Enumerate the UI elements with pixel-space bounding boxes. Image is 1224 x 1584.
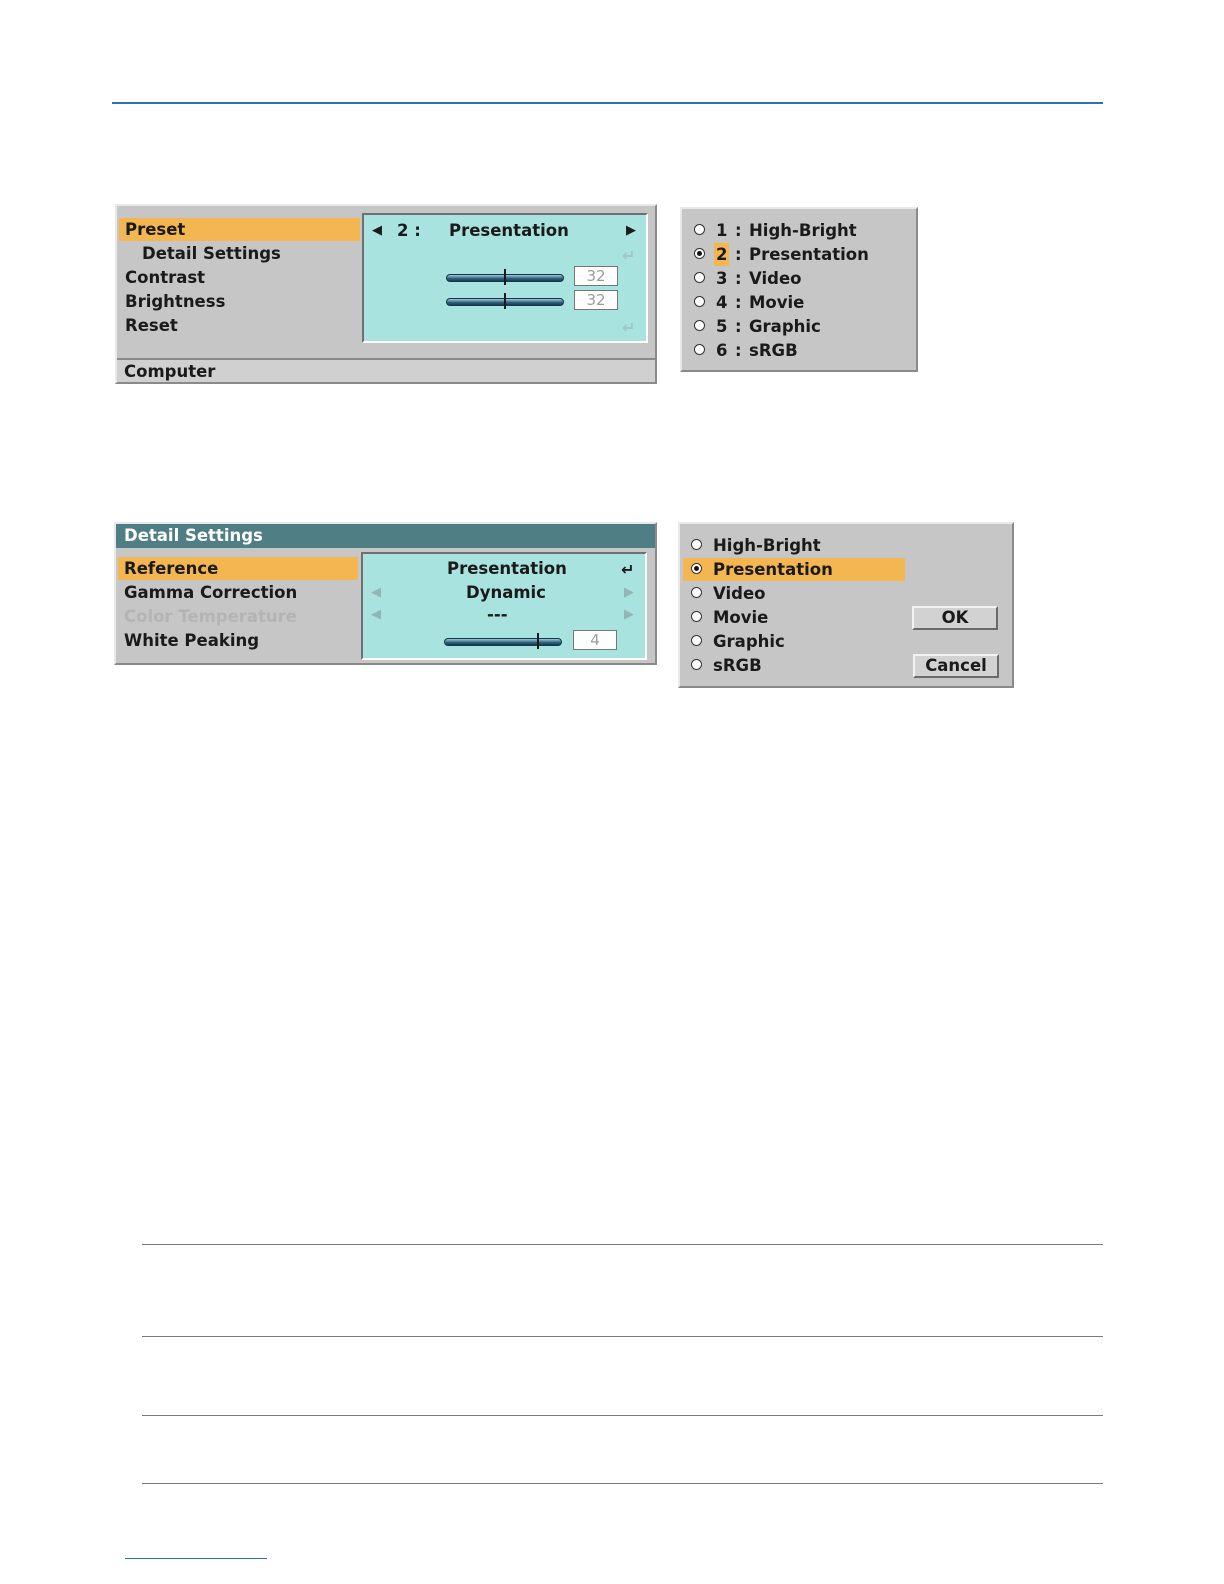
- reference-option[interactable]: [683, 630, 905, 653]
- table-rule: [142, 1415, 1103, 1416]
- input-source-label: Computer: [124, 362, 216, 381]
- menu-item-reset[interactable]: Reset: [125, 316, 178, 335]
- menu-item-preset[interactable]: Preset: [119, 218, 360, 241]
- enter-icon[interactable]: ↵: [621, 560, 635, 579]
- color-temperature-value: ---: [487, 605, 508, 624]
- menu-item-color-temperature: Color Temperature: [124, 607, 298, 626]
- detail-values-panel: [361, 552, 647, 660]
- radio-icon[interactable]: [694, 224, 705, 235]
- right-arrow-icon[interactable]: ▶: [626, 223, 636, 238]
- brightness-value: 32: [574, 290, 618, 310]
- option-separator: :: [735, 293, 742, 312]
- menu-title: Detail Settings: [116, 524, 655, 548]
- option-separator: :: [735, 269, 742, 288]
- reference-option[interactable]: [683, 606, 905, 629]
- preset-number: 2 :: [397, 221, 421, 240]
- reference-option[interactable]: [683, 582, 905, 605]
- reference-option[interactable]: [683, 654, 905, 677]
- radio-icon[interactable]: [694, 320, 705, 331]
- option-number: 5: [716, 317, 728, 336]
- status-bar: [117, 358, 655, 382]
- option-separator: :: [735, 221, 742, 240]
- white-peaking-slider[interactable]: [444, 638, 562, 646]
- right-arrow-icon[interactable]: ▶: [624, 585, 634, 600]
- left-arrow-icon[interactable]: ◀: [372, 223, 382, 238]
- radio-icon[interactable]: [694, 296, 705, 307]
- picture-menu: [115, 204, 657, 384]
- cancel-button[interactable]: Cancel: [913, 654, 999, 678]
- radio-icon[interactable]: [694, 344, 705, 355]
- option-label: Presentation: [749, 245, 869, 264]
- option-label: High-Bright: [713, 536, 821, 555]
- menu-item-reference[interactable]: Reference: [118, 557, 358, 580]
- header-rule: [112, 102, 1103, 104]
- radio-icon[interactable]: [691, 611, 702, 622]
- table-rule: [142, 1483, 1103, 1484]
- radio-icon[interactable]: [691, 635, 702, 646]
- picture-values-panel: [362, 213, 648, 343]
- preset-value: Presentation: [449, 221, 569, 240]
- option-label: Movie: [749, 293, 805, 312]
- table-rule: [142, 1336, 1103, 1337]
- option-label: Video: [713, 584, 766, 603]
- brightness-slider[interactable]: [446, 298, 564, 306]
- enter-icon: ↵: [622, 246, 636, 265]
- table-rule: [142, 1244, 1103, 1245]
- reference-list-panel: [678, 522, 1014, 688]
- slider-knob[interactable]: [504, 269, 506, 285]
- radio-selected-icon[interactable]: [691, 563, 702, 574]
- reference-option[interactable]: [683, 534, 905, 557]
- option-label: Movie: [713, 608, 769, 627]
- left-arrow-icon[interactable]: ◀: [371, 585, 381, 600]
- menu-item-detail-settings[interactable]: Detail Settings: [142, 244, 281, 263]
- option-label: Graphic: [713, 632, 785, 651]
- menu-item-brightness[interactable]: Brightness: [125, 292, 226, 311]
- option-number: 1: [716, 221, 728, 240]
- radio-icon[interactable]: [694, 272, 705, 283]
- option-number: 6: [716, 341, 728, 360]
- option-number: 2: [716, 245, 728, 264]
- slider-knob[interactable]: [504, 293, 506, 309]
- preset-list-panel: [680, 207, 918, 372]
- option-label: Presentation: [713, 560, 833, 579]
- option-separator: :: [735, 245, 742, 264]
- option-label: Graphic: [749, 317, 821, 336]
- left-arrow-icon: ◀: [371, 607, 381, 622]
- radio-icon[interactable]: [691, 659, 702, 670]
- contrast-value: 32: [574, 266, 618, 286]
- gamma-value: Dynamic: [466, 583, 546, 602]
- option-number: 4: [716, 293, 728, 312]
- detail-settings-menu: [114, 522, 657, 665]
- right-arrow-icon: ▶: [624, 607, 634, 622]
- menu-item-gamma-correction[interactable]: Gamma Correction: [124, 583, 298, 602]
- white-peaking-value: 4: [573, 630, 617, 650]
- footer-rule: [125, 1558, 267, 1559]
- ok-button[interactable]: OK: [912, 606, 998, 630]
- option-label: High-Bright: [749, 221, 857, 240]
- option-separator: :: [735, 341, 742, 360]
- menu-item-contrast[interactable]: Contrast: [125, 268, 206, 287]
- option-label: Video: [749, 269, 802, 288]
- enter-icon: ↵: [622, 318, 636, 337]
- radio-icon[interactable]: [691, 587, 702, 598]
- option-separator: :: [735, 317, 742, 336]
- radio-icon[interactable]: [691, 539, 702, 550]
- option-label: sRGB: [713, 656, 762, 675]
- reference-value: Presentation: [447, 559, 567, 578]
- option-number: 3: [716, 269, 728, 288]
- contrast-slider[interactable]: [446, 274, 564, 282]
- radio-selected-icon[interactable]: [694, 248, 705, 259]
- reference-option-selected[interactable]: [683, 558, 905, 581]
- menu-item-white-peaking[interactable]: White Peaking: [124, 631, 260, 650]
- option-label: sRGB: [749, 341, 798, 360]
- slider-knob[interactable]: [537, 633, 539, 649]
